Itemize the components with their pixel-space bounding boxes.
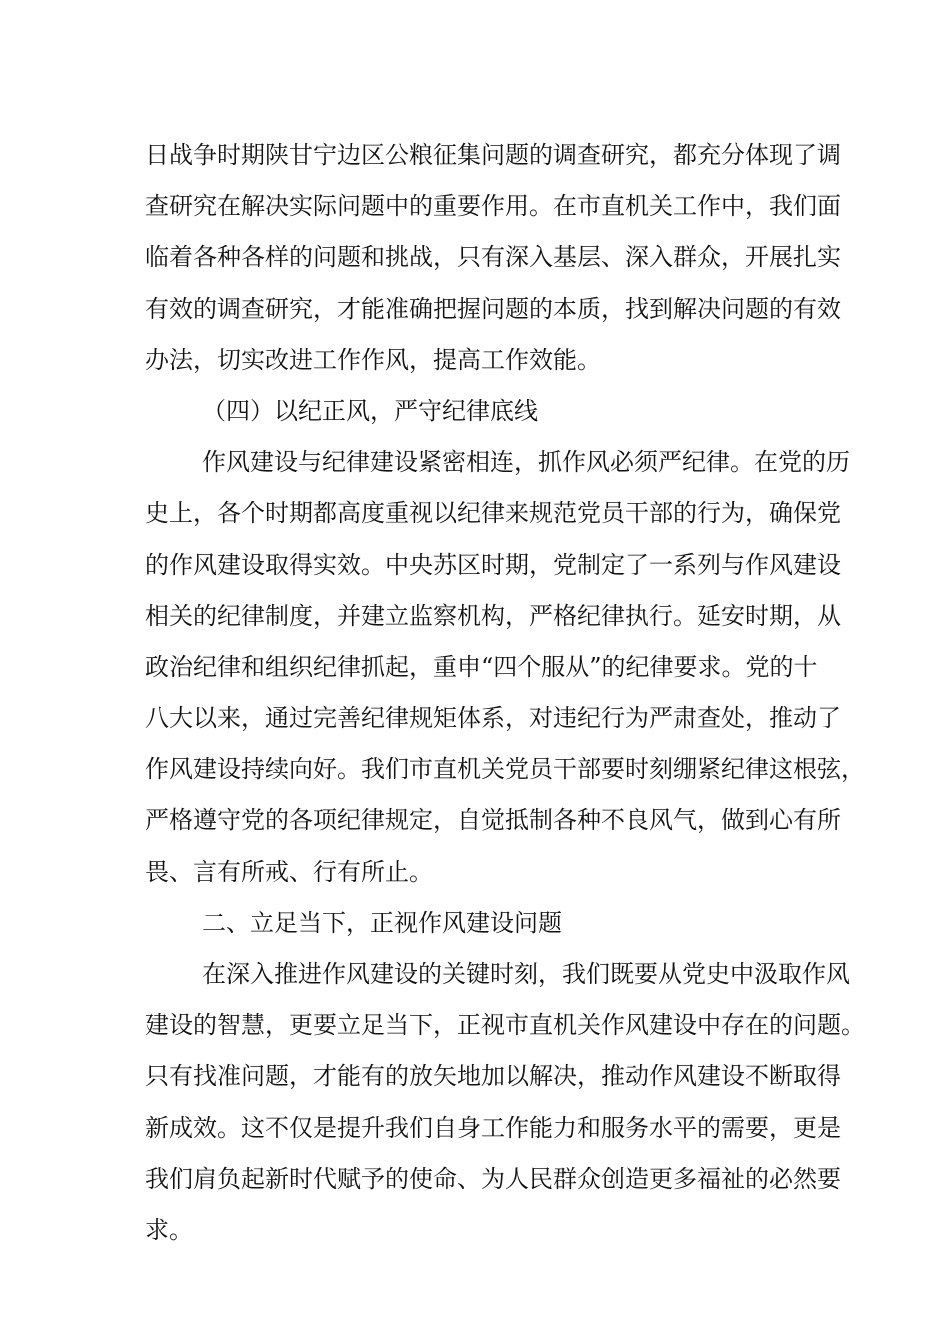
text-line: 只有找准问题，才能有的放矢地加以解决，推动作风建设不断取得 <box>145 1062 841 1091</box>
text-line: 相关的纪律制度，并建立监察机构，严格纪律执行。延安时期，从 <box>145 601 841 630</box>
text-line: 新成效。这不仅是提升我们自身工作能力和服务水平的需要，更是 <box>145 1113 841 1142</box>
text-line: 二、立足当下，正视作风建设问题 <box>202 908 562 937</box>
text-line: 办法，切实改进工作作风，提高工作效能。 <box>145 345 601 374</box>
text-line: 有效的调查研究，才能准确把握问题的本质，找到解决问题的有效 <box>145 294 841 323</box>
text-line: 临着各种各样的问题和挑战，只有深入基层、深入群众，开展扎实 <box>145 243 841 272</box>
text-line: 求。 <box>145 1215 193 1244</box>
text-line: 严格遵守党的各项纪律规定，自觉抵制各种不良风气，做到心有所 <box>145 806 841 835</box>
text-line: 日战争时期陕甘宁边区公粮征集问题的调查研究，都充分体现了调 <box>145 141 841 169</box>
text-line: 八大以来，通过完善纪律规矩体系，对违纪行为严肃查处，推动了 <box>145 704 841 733</box>
text-line: 作风建设持续向好。我们市直机关党员干部要时刻绷紧纪律这根弦， <box>145 755 865 784</box>
text-line: 在深入推进作风建设的关键时刻，我们既要从党史中汲取作风 <box>202 960 850 988</box>
text-line: 查研究在解决实际问题中的重要作用。在市直机关工作中，我们面 <box>145 192 841 221</box>
text-line: 的作风建设取得实效。中央苏区时期，党制定了一系列与作风建设 <box>145 550 841 579</box>
text-line: 政治纪律和组织纪律抓起，重申“四个服从”的纪律要求。党的十 <box>145 652 818 681</box>
text-line: 我们肩负起新时代赋予的使命、为人民群众创造更多福祉的必然要 <box>145 1164 841 1193</box>
text-line: 史上，各个时期都高度重视以纪律来规范党员干部的行为，确保党 <box>145 499 841 528</box>
text-line: 畏、言有所戒、行有所止。 <box>145 857 433 886</box>
text-line: 作风建设与纪律建设紧密相连，抓作风必须严纪律。在党的历 <box>202 448 850 477</box>
text-line: （四）以纪正风，严守纪律底线 <box>202 396 538 425</box>
text-line: 建设的智慧，更要立足当下，正视市直机关作风建设中存在的问题。 <box>145 1011 865 1040</box>
body-text <box>145 130 865 1256</box>
